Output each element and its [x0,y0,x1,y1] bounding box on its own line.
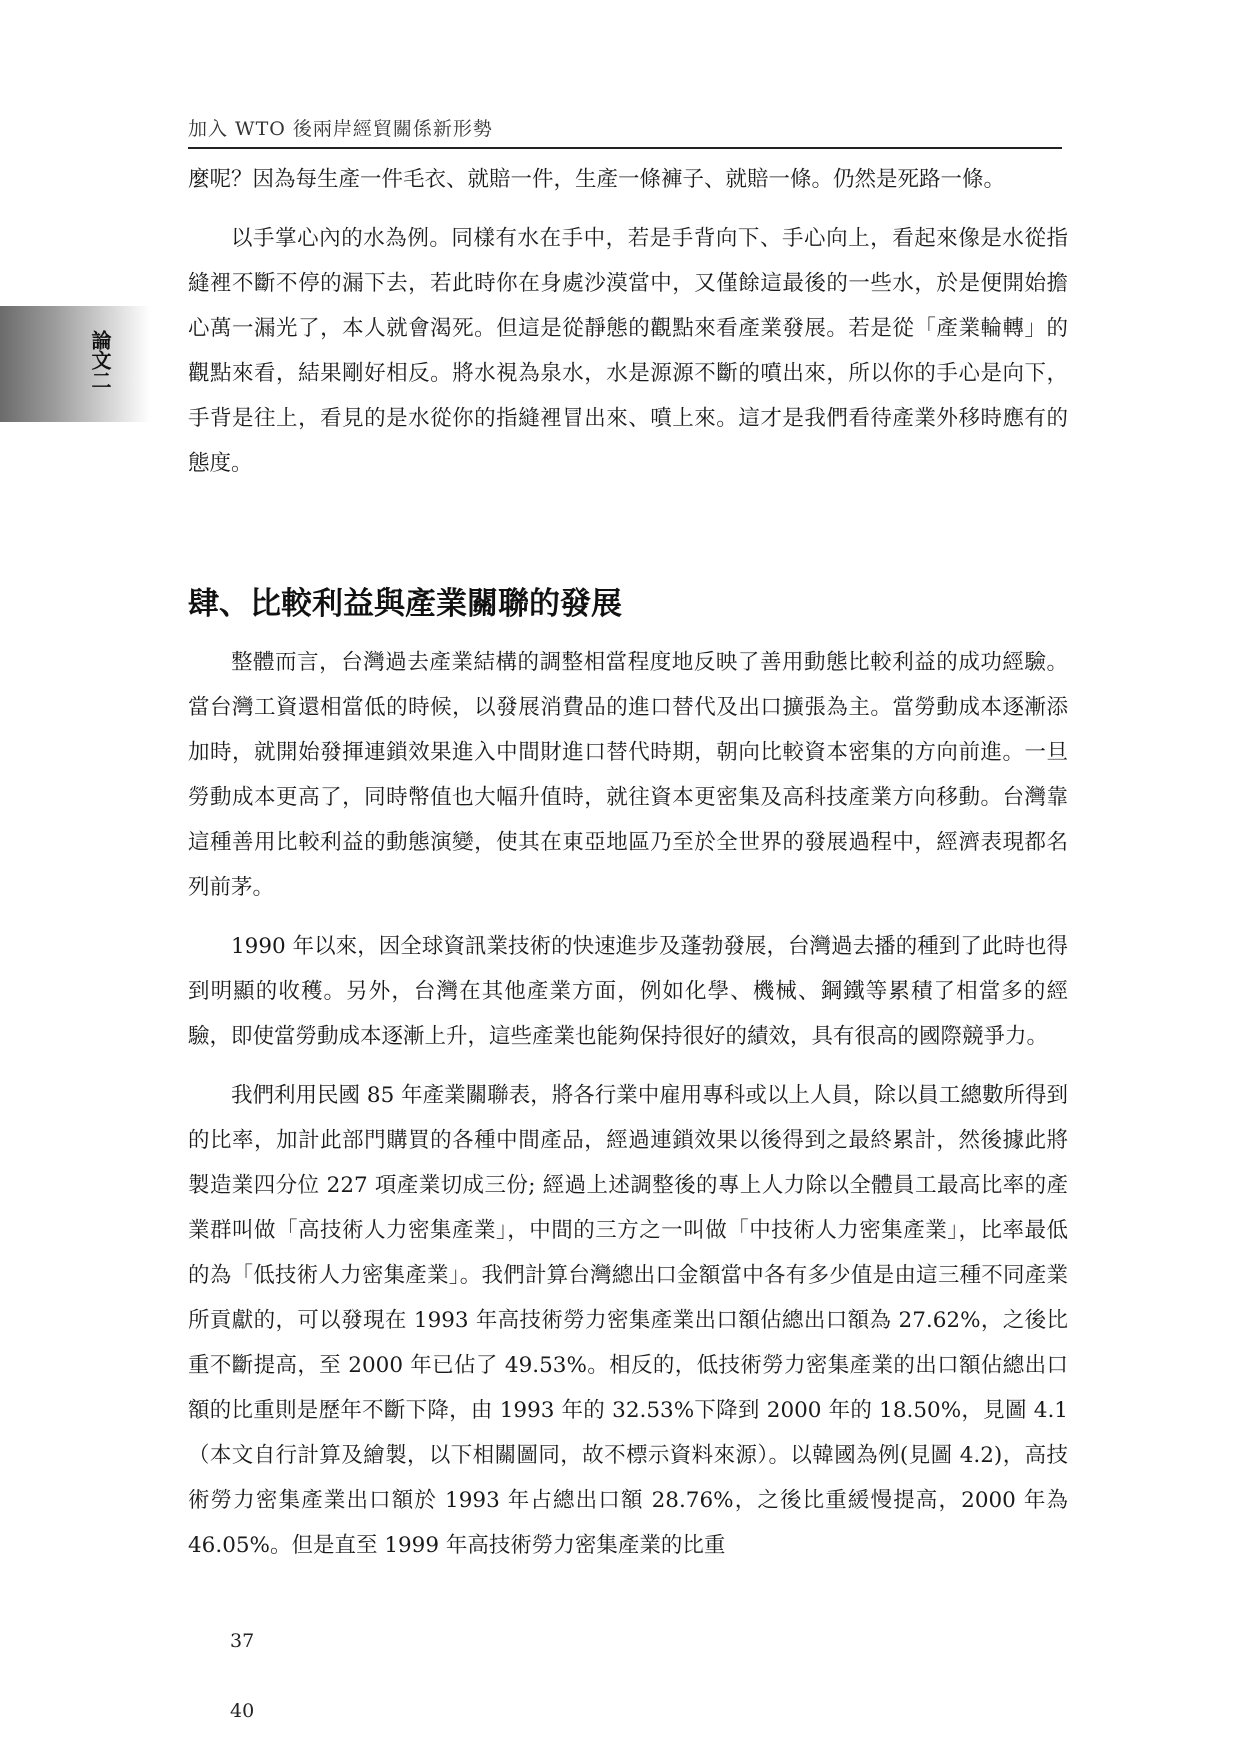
chapter-side-tab-label: 論文二 [88,330,112,390]
intro-paragraph-1: 麼呢？因為每生產一件毛衣、就賠一件，生產一條褲子、就賠一條。仍然是死路一條。 [188,167,1006,192]
chapter-side-tab [0,306,150,422]
section-text-block [188,640,1068,1582]
page-number-primary: 37 [230,1630,255,1652]
intro-text-block [188,157,1068,500]
section-paragraph-1: 整體而言，台灣過去產業結構的調整相當程度地反映了善用動態比較利益的成功經驗。當台灣工資還相當低的時候，以發展消費品的進口替代及出口擴張為主。當勞動成本逐漸添加時，就開始發揮連鎖效果進入中間財進口替代時期，朝向比較資本密集的方向前進。一旦勞動成本更高了，同時幣值也大幅升值時，就往資本更密集及高科技產業方向移動。台灣靠這種善用比較利益的動態演變，使其在東亞地區乃至於全世界的發展過程中，經濟表現都名列前茅。 [188,650,1068,900]
running-header-title: 加入 WTO 後兩岸經貿關係新形勢 [188,118,493,140]
header-divider [188,147,1062,149]
page-number-secondary: 40 [230,1700,255,1722]
intro-paragraph-2: 以手掌心內的水為例。同樣有水在手中，若是手背向下、手心向上，看起來像是水從指縫裡不斷不停的漏下去，若此時你在身處沙漠當中，又僅餘這最後的一些水，於是便開始擔心萬一漏光了，本人就會渴死。但這是從靜態的觀點來看產業發展。若是從「產業輪轉」的觀點來看，結果剛好相反。將水視為泉水，水是源源不斷的噴出來，所以你的手心是向下，手背是往上，看見的是水從你的指縫裡冒出來、噴上來。這才是我們看待產業外移時應有的態度。 [188,226,1068,476]
section-paragraph-3: 我們利用民國 85 年產業關聯表，將各行業中雇用專科或以上人員，除以員工總數所得到的比率，加計此部門購買的各種中間產品，經過連鎖效果以後得到之最終累計，然後據此將製造業四分位 227 項產業切成三份; 經過上述調整後的專上人力除以全體員工最高比率的產業群叫做「高技術人力密集產業」，中間的三方之一叫做「中技術人力密集產業」，比率最低的為「低技術人力密集產業」。我們計算台灣總出口金額當中各有多少值是由這三種不同產業所貢獻的，可以發現在 1993 年高技術勞力密集產業出口額佔總出口額為 27.62%，之後比重不斷提高，至 2000 年已佔了 49.53%。相反的，低技術勞力密集產業的出口額佔總出口額的比重則是歷年不斷下降，由 1993 年的 32.53%下降到 2000 年的 18.50%，見圖 4.1（本文自行計算及繪製，以下相關圖同，故不標示資料來源）。以韓國為例(見圖 4.2)，高技術勞力密集產業出口額於 1993 年占總出口額 28.76%，之後比重緩慢提高，2000 年為 46.05%。但是直至 1999 年高技術勞力密集產業的比重 [188,1083,1068,1558]
section-paragraph-2: 1990 年以來，因全球資訊業技術的快速進步及蓬勃發展，台灣過去播的種到了此時也得到明顯的收穫。另外，台灣在其他產業方面，例如化學、機械、鋼鐵等累積了相當多的經驗，即使當勞動成本逐漸上升，這些產業也能夠保持很好的績效，具有很高的國際競爭力。 [188,934,1068,1049]
section-heading: 肆、比較利益與產業關聯的發展 [188,586,622,622]
